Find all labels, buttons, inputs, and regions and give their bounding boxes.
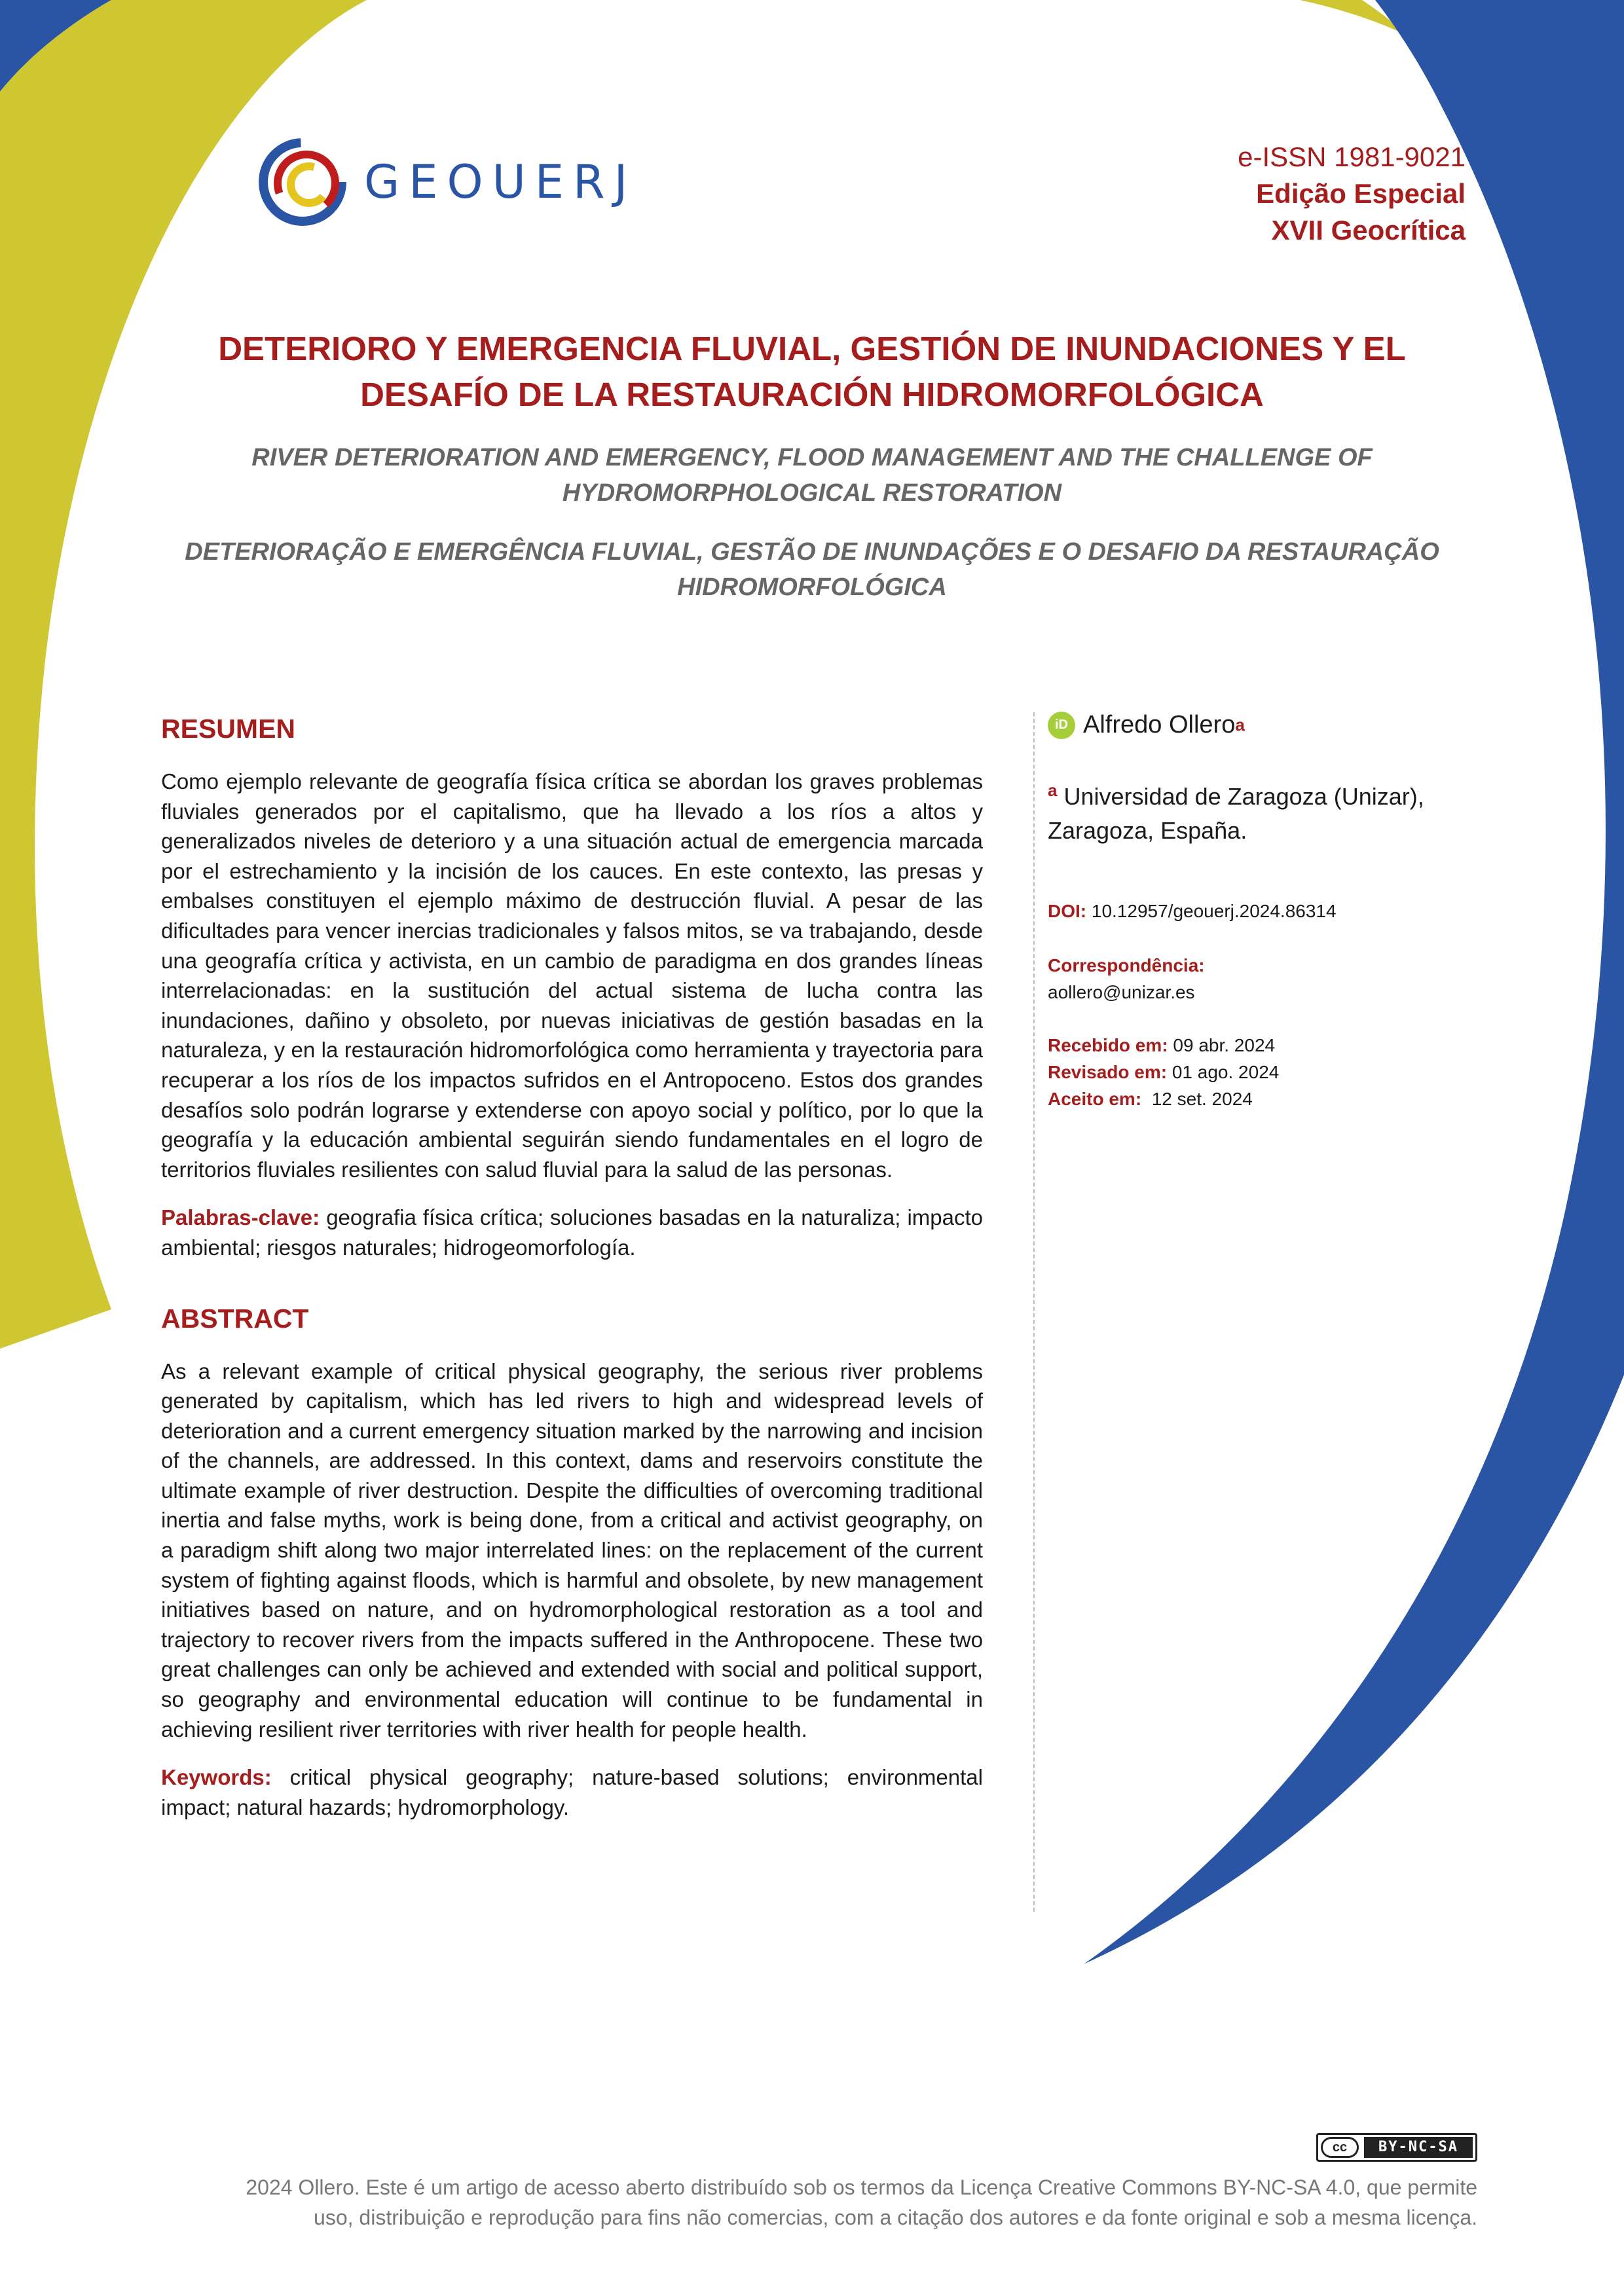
issn-text: e-ISSN 1981-9021 [1238,141,1466,172]
column-divider [1033,712,1035,1912]
author-mark: a [1235,715,1245,735]
affiliation-mark: a [1048,780,1058,800]
cc-icon: cc [1321,2137,1359,2158]
correspondence-label: Correspondência: [1048,955,1205,975]
doi-block [1048,898,1467,924]
affiliation-line1: Universidad de Zaragoza (Unizar), [1063,783,1424,810]
received-line [1048,1032,1467,1059]
title-english: RIVER DETERIORATION AND EMERGENCY, FLOOD MANAGEMENT AND THE CHALLENGE OF HYDROMORPHOLOGICAL RESTORATION [251,444,1373,507]
revised-date: 01 ago. 2024 [1172,1062,1280,1082]
keywords-en: critical physical geography; nature-based solutions; environmental impact; natural hazards; hydromorphology. [161,1765,983,1819]
resumen-body: Como ejemplo relevante de geografía física crítica se abordan los graves problemas fluviales generados por el capitalismo, que ha llevado a los ríos a altos y generalizados niveles de deterioro y a una situación actual de emergencia marcada por el estrechamiento y la incisión de los cauces. En este contexto, las presas y embalses constituyen el ejemplo máximo de destrucción fluvial. A pesar de las dificultades para vencer inercias tradicionales y falsos mitos, se va trabajando, desde una geografía crítica y activista, en un cambio de paradigma en dos grandes líneas interrelacionadas: en la sustitución del actual sistema de lucha contra las inundaciones, dañino y obsoleto, por nuevas iniciativas de gestión basadas en la naturaleza, y en la restauración hidromorfológica como herramienta y trayectoria para recuperar a los ríos de los impactos sufridos en el Antropoceno. Estos dos grandes desafíos solo podrán lograrse y extenderse con apoyo social y político, por lo que la geografía y la educación ambiental seguirán siendo fundamentales en el logro de territorios fluviales resilientes con salud fluvial para la salud de las personas. [161,769,983,1182]
license-text: 2024 Ollero. Este é um artigo de acesso aberto distribuído sob os termos da Licença Creative Commons BY-NC-SA 4.0, que permite uso, distribuição e reprodução para fins não comercias, com a citação dos autores e da fonte original e sob a mesma licença. [246,2176,1477,2229]
accepted-date: 12 set. 2024 [1151,1089,1253,1109]
journal-info [1238,139,1466,249]
cc-license-badge[interactable] [1316,2133,1477,2162]
resumen-keywords [161,1203,983,1262]
title-portuguese: DETERIORAÇÃO E EMERGÊNCIA FLUVIAL, GESTÃO DE INUNDAÇÕES E O DESAFIO DA RESTAURAÇÃO HIDROMORFOLÓGICA [185,538,1439,601]
keywords-es: geografia física crítica; soluciones basadas en la naturaliza; impacto ambiental; riesgos naturales; hidrogeomorfología. [161,1205,984,1260]
cc-type: BY-NC-SA [1364,2137,1473,2158]
revised-label: Revisado em: [1048,1062,1168,1082]
affiliation [1048,773,1467,848]
geouerj-logo-icon [257,136,348,228]
abstract-body: As a relevant example of critical physical geography, the serious river problems generated by capitalism, which has led rivers to high and widespread levels of deterioration and a current emergency situation marked by the narrowing and incision of the channels, are addressed. In this context, dams and reservoirs constitute the ultimate example of river destruction. Despite the difficulties of overcoming traditional inertia and false myths, work is being done, from a critical and activist geography, on a paradigm shift along two major interrelated lines: on the replacement of the current system of fighting against floods, which is harmful and obsolete, by new management initiatives based on nature, and on hydromorphological restoration as a tool and trajectory to recover rivers from the impacts suffered in the Anthropocene. These two great challenges can only be achieved and extended with social and political support, so geography and environmental education will continue to be fundamental in achieving resilient river territories with river health for people health. [161,1358,983,1741]
keywords-label-es: Palabras-clave: [161,1205,320,1230]
received-date: 09 abr. 2024 [1173,1035,1276,1055]
logo-wordmark: GEOUERJ [364,155,637,209]
accepted-line [1048,1085,1467,1112]
main-column [161,714,983,1822]
license-footer [233,2133,1477,2232]
orcid-icon[interactable]: iD [1048,712,1075,739]
doi-label: DOI: [1048,901,1087,921]
revised-line [1048,1059,1467,1085]
affiliation-line2: Zaragoza, España. [1048,817,1247,844]
abstract-keywords [161,1762,983,1822]
email-link[interactable]: aollero@unizar.es [1048,982,1195,1002]
edition-text: Edição Especial [1256,178,1466,209]
author-name: Alfredo Ollero [1083,711,1236,738]
accepted-label: Aceito em: [1048,1089,1142,1109]
doi-link[interactable]: 10.12957/geouerj.2024.86314 [1091,901,1337,921]
received-label: Recebido em: [1048,1035,1168,1055]
correspondence-block [1048,952,1467,1006]
keywords-label-en: Keywords: [161,1765,272,1790]
sidebar [1048,711,1467,1112]
dates-block [1048,1032,1467,1112]
title-spanish: DETERIORO Y EMERGENCIA FLUVIAL, GESTIÓN DE INUNDACIONES Y EL DESAFÍO DE LA RESTAURACIÓN HIDROMORFOLÓGICA [218,330,1406,413]
resumen-heading: RESUMEN [161,714,296,744]
series-text: XVII Geocrítica [1271,215,1466,246]
journal-logo [257,136,637,228]
author-line [1048,711,1467,739]
abstract-heading: ABSTRACT [161,1303,309,1334]
title-block [157,326,1467,605]
